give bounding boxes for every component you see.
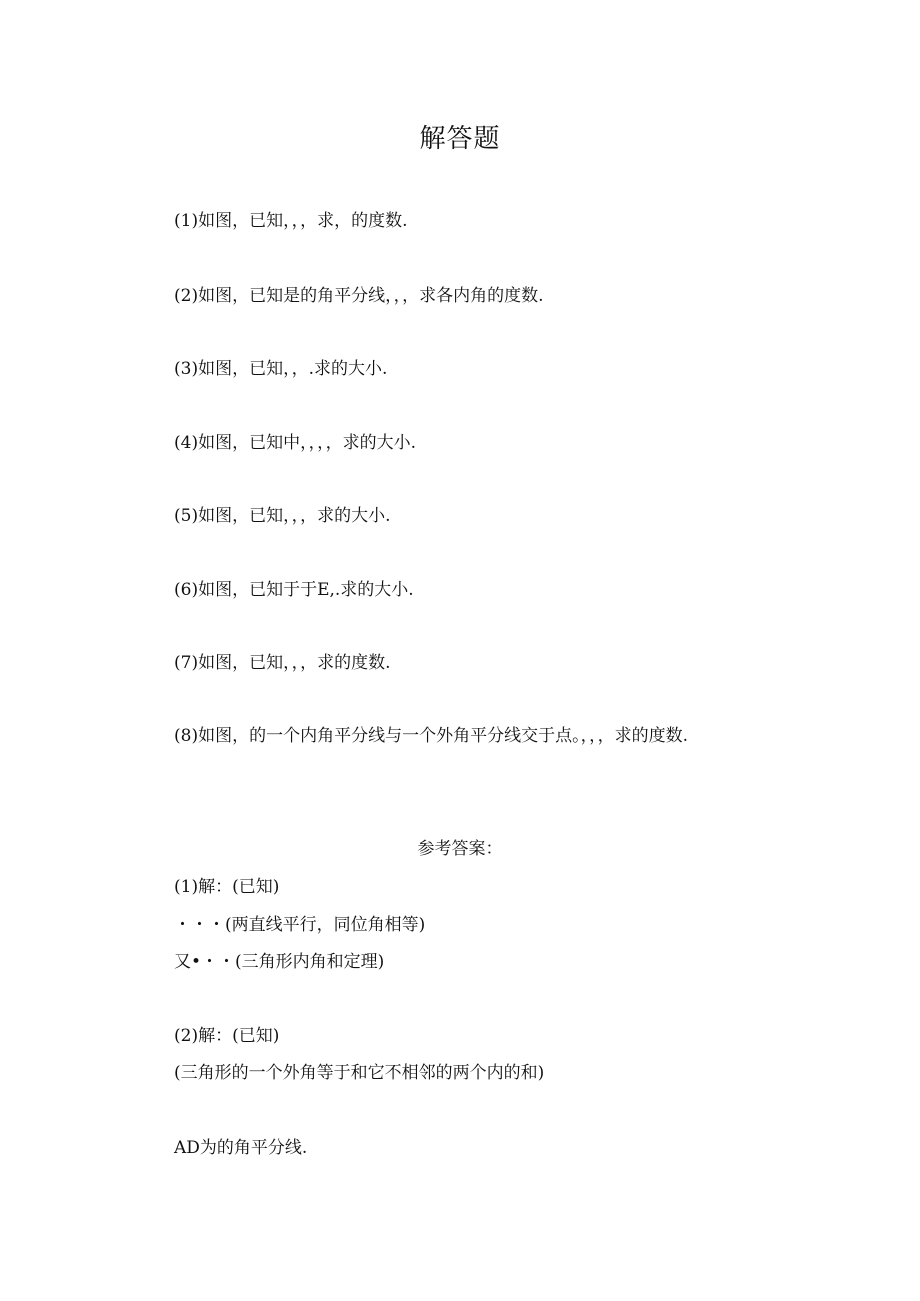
question-1: (1)如图，已知，，，求，的度数. [174, 211, 408, 231]
answer-line: (2)解：(已知) [174, 1026, 280, 1046]
answer-line: (三角形的一个外角等于和它不相邻的两个内的和) [174, 1063, 545, 1083]
answer-line: AD为的角平分线. [174, 1138, 308, 1158]
question-8: (8)如图，的一个内角平分线与一个外角平分线交于点。，，，求的度数. [174, 726, 688, 746]
answer-line: (1)解：(已知) [174, 877, 280, 897]
answer-line: ・・・(两直线平行，同位角相等) [174, 915, 426, 935]
question-7: (7)如图，已知，，，求的度数. [174, 653, 391, 673]
page-title: 解答题 [419, 124, 501, 154]
question-5: (5)如图，已知，，，求的大小. [174, 506, 391, 526]
question-3: (3)如图，已知，，.求的大小. [174, 359, 388, 379]
question-6: (6)如图，已知于于E,.求的大小. [174, 580, 414, 600]
question-4: (4)如图，已知中，，，，求的大小. [174, 433, 416, 453]
question-2: (2)如图，已知是的角平分线，，，求各内角的度数. [174, 286, 544, 306]
answers-heading: 参考答案： [417, 839, 503, 859]
answer-line: 又•・・(三角形内角和定理) [174, 952, 385, 972]
